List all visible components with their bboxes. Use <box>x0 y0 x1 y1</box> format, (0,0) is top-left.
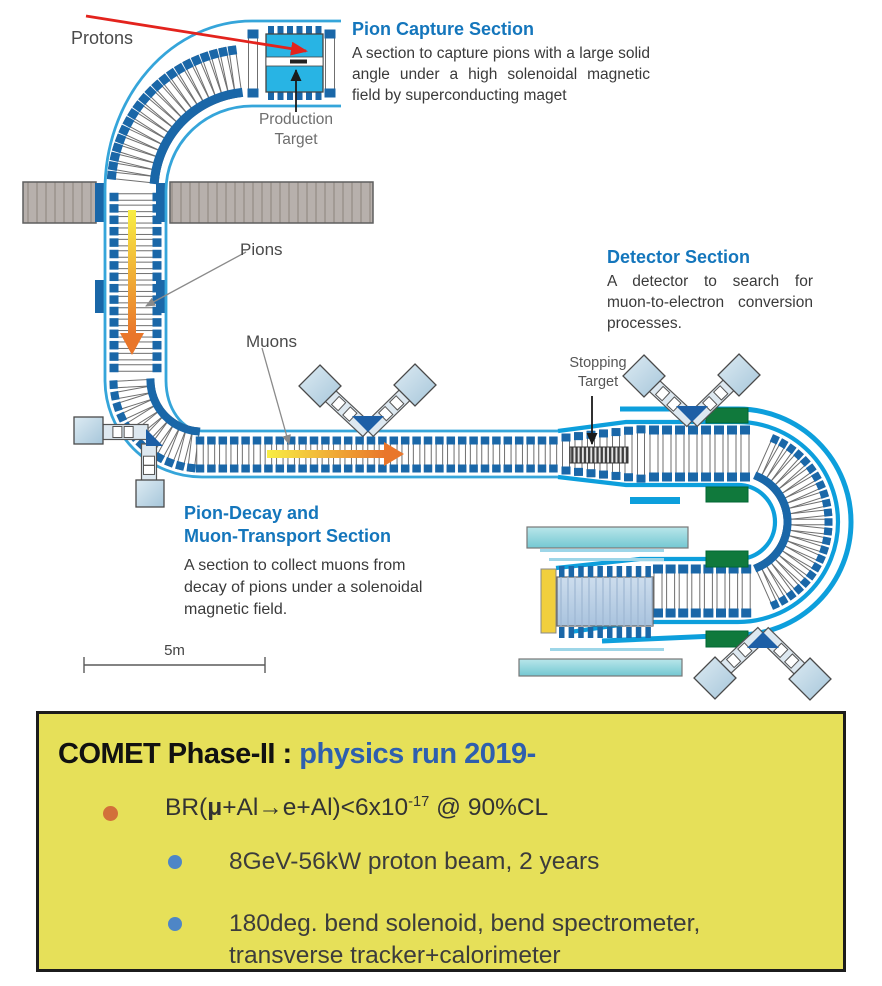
solenoid-coil <box>435 437 444 473</box>
solenoid-coil <box>538 437 547 473</box>
solenoid-coil <box>110 352 162 361</box>
caption-title <box>58 738 536 771</box>
solenoid-coil <box>662 426 672 482</box>
solenoid-coil <box>110 193 162 202</box>
solenoid-coil <box>688 426 698 482</box>
solenoid-coil <box>110 364 162 373</box>
detector-assembly <box>519 527 688 676</box>
solenoid-coil <box>741 565 751 618</box>
mu-symbol: μ <box>207 794 223 822</box>
solenoid-coil <box>740 426 750 482</box>
detector-coil-tooth <box>578 627 584 638</box>
solenoid-coil <box>653 565 663 618</box>
br-mid: +Al→e+Al)<6x10 <box>222 794 409 822</box>
detector-coil-tooth <box>597 627 603 638</box>
solenoid-coil <box>714 426 724 482</box>
scale-label: 5m <box>164 642 185 659</box>
solenoid-coil <box>325 30 336 98</box>
detector-coil-tooth <box>636 627 642 638</box>
detector-coil-tooth <box>626 566 632 577</box>
solenoid-coil <box>675 426 685 482</box>
bullet-dot-blue <box>168 917 182 931</box>
detector-coil-tooth <box>588 566 594 577</box>
pion-beam-arrow <box>128 210 136 334</box>
pion-decay-title-line1: Pion-Decay and <box>184 503 320 523</box>
tracker-stripes <box>557 577 653 626</box>
solenoid-coil <box>637 425 646 482</box>
sub-bullet-spectrometer: 180deg. bend solenoid, bend spectrometer, transverse tracker+calorimeter <box>229 910 701 969</box>
production-target <box>290 60 307 64</box>
solenoid-coil <box>691 565 701 618</box>
radiation-shield-wall <box>23 182 373 313</box>
detector-coil-tooth <box>617 566 623 577</box>
solenoid-coil <box>526 437 535 473</box>
support-arm <box>103 425 148 440</box>
br-exponent: -17 <box>408 794 430 810</box>
solenoid-coil <box>515 437 524 473</box>
pion-decay-title-line2: Muon-Transport Section <box>184 525 391 546</box>
bullet-dot-blue <box>168 855 182 869</box>
detector-coil-tooth <box>626 627 632 638</box>
solenoid-coil <box>230 437 239 473</box>
tube-wall-inner <box>166 106 558 431</box>
collimator-block <box>706 487 748 502</box>
muon-beam-arrow <box>267 450 385 458</box>
solenoid-coil <box>424 437 433 473</box>
calorimeter-endcap <box>541 569 556 633</box>
detector-coil-tooth <box>559 566 565 577</box>
solenoid-coil <box>469 437 478 473</box>
detector-coil-tooth <box>578 566 584 577</box>
detector-coil-tooth <box>607 627 613 638</box>
solenoid-coil <box>703 565 713 618</box>
detector-support-box <box>136 480 164 507</box>
collimator-block <box>706 551 748 567</box>
bullet-dot-orange <box>103 806 118 821</box>
support-arm <box>142 444 157 481</box>
solenoid-coil <box>701 426 711 482</box>
pion-decay-section-description: A section to collect muons from decay of pions under a solenoidal magnetic field. <box>184 557 423 618</box>
pion-capture-section-title: Pion Capture Section <box>352 19 535 39</box>
detector-coil-tooth <box>569 627 575 638</box>
solenoid-coil <box>248 30 259 98</box>
detector-coil-tooth <box>597 566 603 577</box>
pion-decay-section-title <box>184 502 391 547</box>
caption-box <box>36 711 846 972</box>
scale-bar <box>84 657 265 673</box>
solenoid-coil <box>729 565 739 618</box>
cyan-line-flare-lower <box>630 497 680 504</box>
detector-coil-tooth <box>559 627 565 638</box>
br-prefix: BR( <box>165 794 208 822</box>
detector-coil-tooth <box>607 566 613 577</box>
solenoid-coil <box>549 437 558 473</box>
protons-label: Protons <box>71 28 134 48</box>
solenoid-coil <box>678 565 688 618</box>
detector-coil-tooth <box>569 566 575 577</box>
solenoid-coil <box>666 565 676 618</box>
detector-coil-tooth <box>617 627 623 638</box>
sub-bullet-proton-beam: 8GeV-56kW proton beam, 2 years <box>229 848 600 875</box>
solenoid-coil <box>504 437 513 473</box>
pion-capture-section-description: A section to capture pions with a large solid angle under a high solenoidal magnetic field by superconducting maget <box>352 45 650 105</box>
shield-bar-bottom <box>519 659 682 676</box>
caption-title-black: COMET Phase-II : <box>58 738 300 770</box>
br-suffix: @ 90%CL <box>429 794 549 822</box>
stopping-target-label: Stopping Target <box>569 355 627 390</box>
detector-coil-tooth <box>636 566 642 577</box>
solenoid-coil <box>716 565 726 618</box>
pions-label: Pions <box>240 240 283 259</box>
detector-section-title: Detector Section <box>607 247 751 267</box>
solenoid-coil <box>219 437 228 473</box>
solenoid-coil <box>562 434 571 475</box>
solenoid-coil <box>207 437 216 473</box>
solenoid-coil <box>447 437 456 473</box>
solenoid-coil <box>241 437 250 473</box>
caption-title-blue: physics run 2019- <box>299 738 536 770</box>
detector-coil-tooth <box>645 566 651 577</box>
stopping-target <box>570 447 628 463</box>
solenoid-coil <box>253 437 262 473</box>
thin-line <box>549 558 664 561</box>
muons-label: Muons <box>246 332 298 351</box>
detector-coil-tooth <box>588 627 594 638</box>
solenoid-coil <box>481 437 490 473</box>
solenoid-coil <box>196 437 205 473</box>
pion-capture-assembly <box>248 26 336 100</box>
production-target-label: Production Target <box>258 111 334 148</box>
detector-section-description: A detector to search for muon-to-electron conversion processes. <box>607 273 813 333</box>
detector-coil-tooth <box>645 627 651 638</box>
detector-support-box <box>74 417 103 444</box>
bullet-br-limit <box>165 794 548 822</box>
solenoid-coil <box>492 437 501 473</box>
shield-bar-top <box>527 527 688 548</box>
thin-line <box>550 648 664 651</box>
solenoid-coil <box>458 437 467 473</box>
solenoid-coil <box>412 437 421 473</box>
solenoid-coil <box>727 426 737 482</box>
thin-line <box>540 549 664 552</box>
solenoid-coil <box>649 426 659 482</box>
